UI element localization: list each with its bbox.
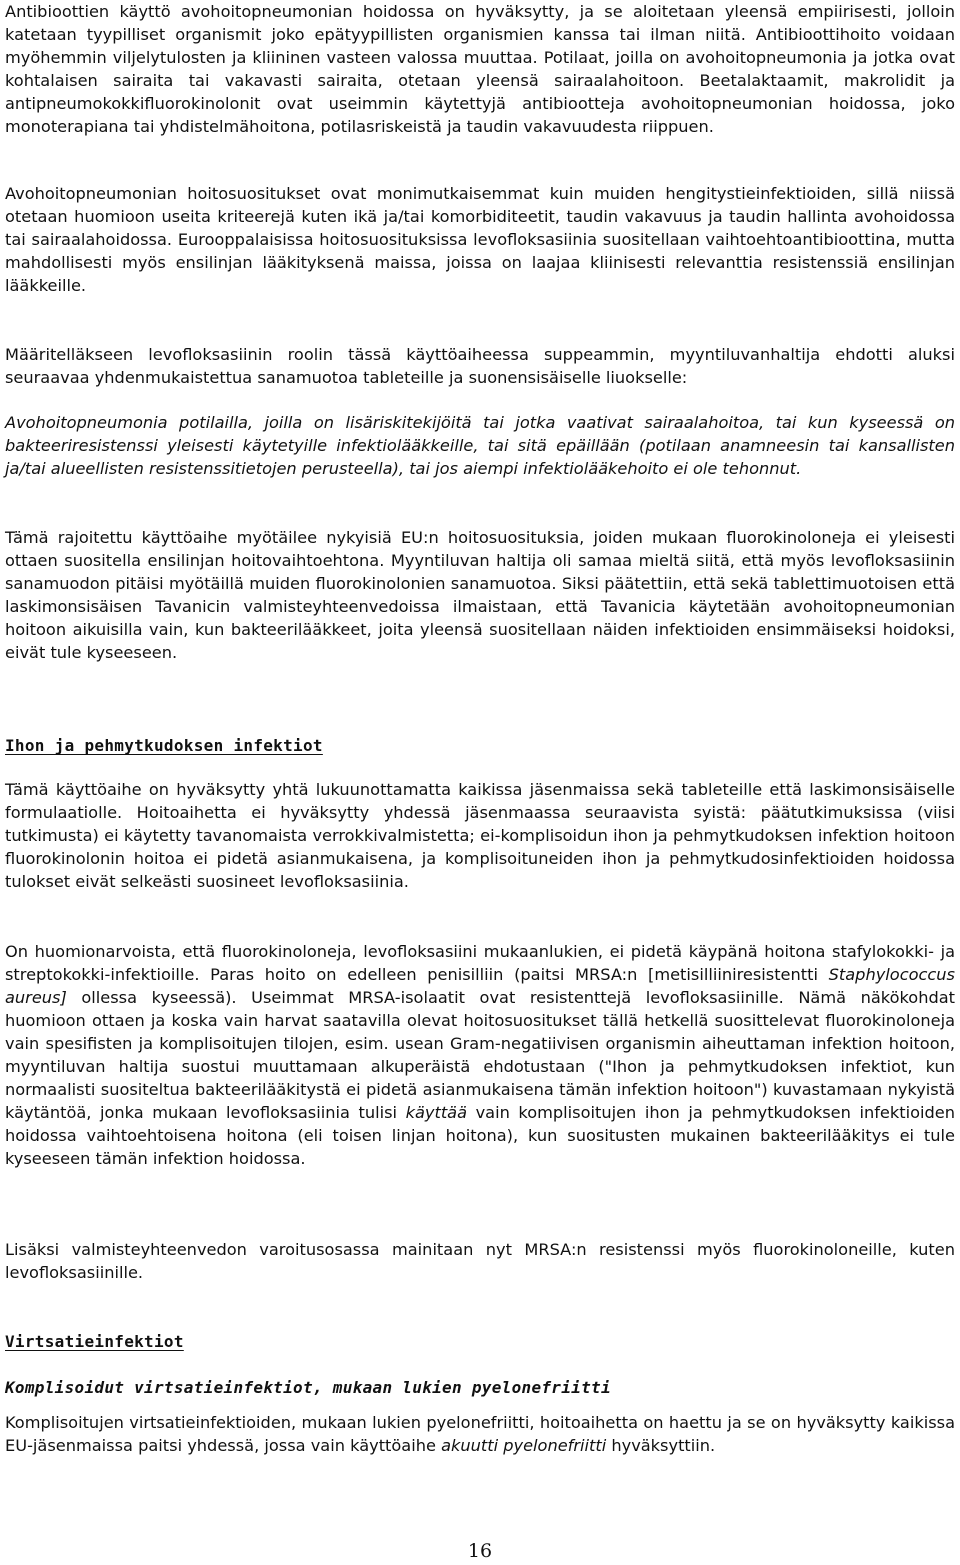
page-number: 16 [467, 1540, 493, 1562]
paragraph-restricted-indication: Tämä rajoitettu käyttöaihe myötäilee nykyisiä EU:n hoitosuosituksia, joiden mukaan fluorokinoloneja ei yleisesti ottaen suositella ensilinjan hoitovaihtoehtona. Myyntiluvan haltija oli samaa mieltä siitä, että myös levofloksasiinin sanamuodon pitäisi myötäillä muiden fluorokinolonien sanamuotoa. Siksi päätettiin, että sekä tablettimuotoisen että laskimonsisäisen Tavanicin valmisteyhteenvedoissa ilmaistaan, että Tavanicia käytetään avohoitopneumonian hoitoon aikuisilla vain, kun bakteerilääkkeet, joita yleensä suositellaan näiden infektioiden ensimmäiseksi hoidoksi, eivät tule kyseeseen. [5, 528, 955, 662]
text-run: hyväksyttiin. [606, 1436, 716, 1455]
emphasis-word: käyttää [405, 1103, 468, 1122]
subheading-complicated-uti: Komplisoidut virtsatieinfektiot, mukaan lukien pyelonefriitti [5, 1378, 611, 1397]
paragraph-treatment-guidelines: Avohoitopneumonian hoitosuositukset ovat monimutkaisemmat kuin muiden hengitystieinfektioiden, sillä niissä otetaan huomioon useita kriteerejä kuten ikä ja/tai komorbiditeetit, taudin vakavuus ja taudin hallinta avohoidossa tai sairaalahoidossa. Eurooppalaisissa hoitosuosituksissa levofloksasiinia suositellaan vaihtoehtoantibioottina, mutta mahdollisesti myös ensilinjan lääkityksenä maissa, joissa on laajaa kliinisesti relevanttia resistenssiä ensilinjan lääkkeille. [5, 184, 955, 295]
paragraph-antibiotic-use: Antibioottien käyttö avohoitopneumonian hoidossa on hyväksytty, ja se aloitetaan yleensä empiirisesti, jolloin katetaan tyypilliset organismit joko epätyypillisten organismien kanssa tai ilman niitä. Antibioottihoito voidaan myöhemmin viljelytulosten ja kliininen vasteen valossa muuttaa. Potilaat, joilla on avohoitopneumonia ja jotka ovat kohtalaisen sairaita tai vakavasti sairaita, otetaan yleensä sairaalahoitoon. Beetalaktaamit, makrolidit ja antipneumokokkifluorokinolonit ovat useimmin käytettyjä antibiootteja avohoitopneumonian hoidossa, joko monoterapiana tai yhdistelmähoitona, potilasriskeistä ja taudin vakavuudesta riippuen. [5, 2, 955, 136]
heading-skin-infections: Ihon ja pehmytkudoksen infektiot [5, 736, 323, 755]
paragraph-skin-indication-approval: Tämä käyttöaihe on hyväksytty yhtä lukuunottamatta kaikissa jäsenmaissa sekä tableteille että laskimonsisäiselle formulaatiolle. Hoitoaihetta ei hyväksytty yhdessä jäsenmaassa seuraavista syistä: päätutkimuksissa (viisi tutkimusta) ei käytetty tavanomaista verrokkivalmistetta; ei-komplisoidun ihon ja pehmytkudoksen infektion hoitoon fluorokinolonin hoitoa ei pidetä asianmukaisena, ja komplisoituneiden ihon ja pehmytkudosinfektioiden hoidossa tulokset eivät selkeästi suosineet levofloksasiinia. [5, 780, 955, 891]
heading-urinary-infections: Virtsatieinfektiot [5, 1332, 184, 1351]
paragraph-warning-section: Lisäksi valmisteyhteenvedon varoitusosassa mainitaan nyt MRSA:n resistenssi myös fluorokinoloneille, kuten levofloksasiinille. [5, 1240, 955, 1282]
text-run: vain komplisoitujen ihon ja pehmytkudoksen infektioiden hoidossa vaihtoehtoisena hoitona (eli toisen linjan hoitona), kun suositusten mukainen bakteerilääkitys ei tule kyseeseen tämän infektion hoidossa. [5, 1103, 956, 1168]
text-run: ollessa kyseessä). Useimmat MRSA-isolaatit ovat resistenttejä levofloksasiinille. Nämä näkökohdat huomioon ottaen ja koska vain harvat saatavilla olevat hoitosuositukset tällä hetkellä suosittelevat fluorokinoloneja vain spesifisten ja komplisoitujen tilojen, esim. usean Gram-negatiivisen organismin aiheuttaman infektion hoitoon, myyntiluvan haltija suostui muuttamaan alkuperäistä ehdotustaan ("Ihon ja pehmytkudoksen infektiot, kun normaalisti suositeltua bakteerilääkitystä ei pidetä asianmukaisena tämän infektion hoitoon") kuvastamaan nykyistä käytäntöä, jonka mukaan levofloksasiinia tulisi [5, 988, 955, 1122]
species-name: Staphylococcus aureus] [5, 965, 955, 1007]
paragraph-uti-approval [5, 1411, 955, 1457]
paragraph-quoted-indication: Avohoitopneumonia potilailla, joilla on lisäriskitekijöitä tai jotka vaativat sairaalahoitoa, tai kun kyseessä on bakteeriresistenssi yleisesti käytetyille infektiolääkkeille, tai sitä epäillään (potilaan anamneesin tai kansallisten ja/tai alueellisten resistenssitietojen perusteella), tai jos aiempi infektiolääkehoito ei ole tehonnut. [5, 413, 955, 478]
emphasis-term: akuutti pyelonefriitti [441, 1436, 607, 1455]
text-run: On huomionarvoista, että fluorokinoloneja, levofloksasiini mukaanlukien, ei pidetä käypänä hoitona stafylokokki- ja streptokokki-infektioille. Paras hoito on edelleen penisilliin (paitsi MRSA:n [metisilliiniresistentti [5, 942, 955, 984]
paragraph-mrsa-considerations [5, 940, 955, 1170]
text-run: Komplisoitujen virtsatieinfektioiden, mukaan lukien pyelonefriitti, hoitoaihetta on haettu ja se on hyväksytty kaikissa EU-jäsenmaissa paitsi yhdessä, jossa vain käyttöaihe [5, 1413, 955, 1455]
paragraph-proposed-wording: Määritelläkseen levofloksasiinin roolin tässä käyttöaiheessa suppeammin, myyntiluvanhaltija ehdotti aluksi seuraavaa yhdenmukaistettua sanamuotoa tableteille ja suonensisäiselle liuokselle: [5, 345, 955, 387]
